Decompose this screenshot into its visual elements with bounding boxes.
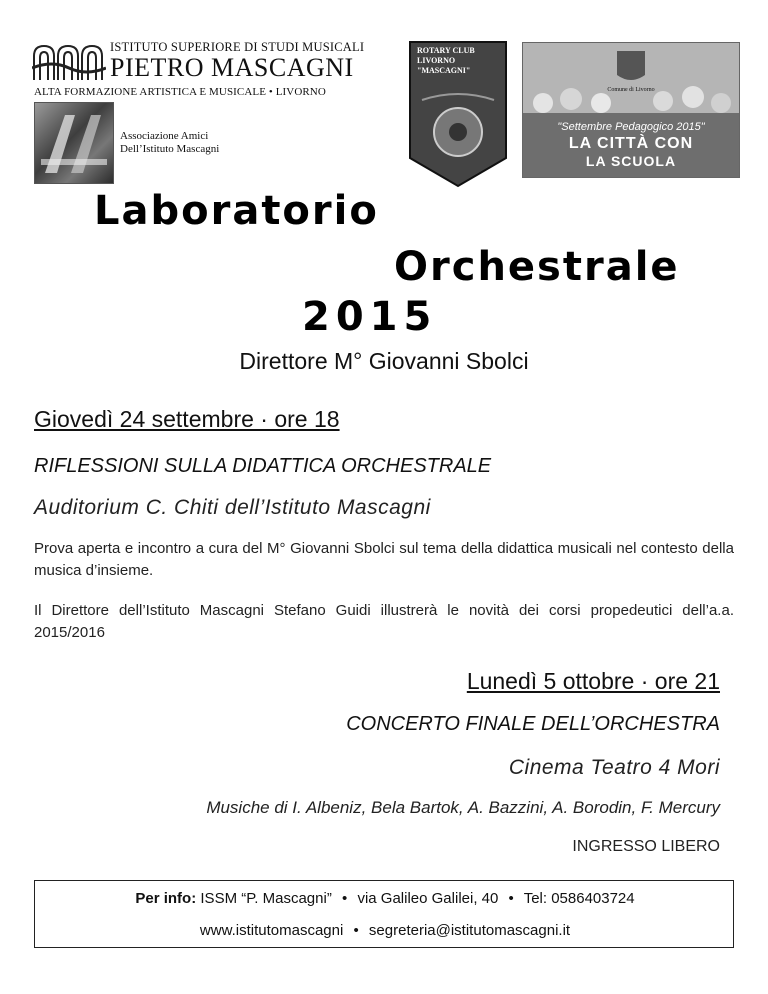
- event2-entry: INGRESSO LIBERO: [572, 838, 720, 855]
- rotary-logo: [408, 40, 508, 188]
- event2-program: Musiche di I. Albeniz, Bela Bartok, A. Bazzini, A. Borodin, F. Mercury: [206, 798, 720, 817]
- info-box: [34, 880, 734, 948]
- mascagni-logo-line2: PIETRO MASCAGNI: [110, 53, 354, 82]
- settembre-line3: LA SCUOLA: [585, 153, 677, 169]
- amici-line1: Associazione Amici: [120, 130, 209, 142]
- event1-description: Prova aperta e incontro a cura del M° Giovanni Sbolci sul tema della didattica musicali nel contesto della musica d’insieme.: [34, 540, 734, 579]
- title-line2: Orchestrale: [394, 244, 680, 290]
- info-label: Per info:: [135, 890, 197, 907]
- info-address: via Galileo Galilei, 40: [357, 890, 499, 907]
- mascagni-wave-icon: [32, 42, 106, 82]
- amici-emblem-icon: [34, 102, 114, 184]
- info-phone: Tel: 0586403724: [523, 890, 635, 907]
- mascagni-logo-line3: ALTA FORMAZIONE ARTISTICA E MUSICALE • LIVORNO: [34, 86, 326, 98]
- bullet-icon: •: [508, 890, 514, 907]
- bullet-icon: •: [353, 922, 359, 939]
- settembre-line2: LA CITTÀ CON: [568, 135, 694, 152]
- info-line2: [35, 922, 735, 939]
- rotary-line2: LIVORNO: [417, 56, 456, 65]
- info-email[interactable]: segreteria@istitutomascagni.it: [368, 922, 571, 939]
- info-line1: [35, 890, 735, 907]
- info-website[interactable]: www.istitutomascagni: [199, 922, 344, 939]
- settembre-line1: "Settembre Pedagogico 2015": [557, 121, 705, 133]
- info-org: ISSM “P. Mascagni”: [200, 890, 332, 907]
- settembre-pedagogico-logo: [522, 42, 740, 178]
- event2-venue: Cinema Teatro 4 Mori: [508, 756, 720, 779]
- event2-date: Lunedì 5 ottobre · ore 21: [466, 668, 720, 694]
- comune-label: Comune di Livorno: [607, 87, 655, 93]
- rotary-line1: ROTARY CLUB: [417, 46, 475, 55]
- event1-date: Giovedì 24 settembre · ore 18: [34, 406, 340, 432]
- amici-logo: [34, 102, 234, 182]
- director-name: Direttore M° Giovanni Sbolci: [239, 348, 529, 374]
- title-line1: Laboratorio: [94, 188, 379, 234]
- event1-note: Il Direttore dell’Istituto Mascagni Stefano Guidi illustrerà le novità dei corsi propedeutici dell’a.a. 2015/2016: [34, 602, 734, 641]
- bullet-icon: •: [342, 890, 348, 907]
- mascagni-logo-line1: ISTITUTO SUPERIORE DI STUDI MUSICALI: [110, 40, 365, 54]
- mascagni-logo: [32, 40, 382, 102]
- rotary-logo-text: [417, 46, 475, 76]
- rotary-line3: "MASCAGNI": [417, 66, 471, 75]
- amici-logo-text: [120, 130, 219, 156]
- amici-line2: Dell’Istituto Mascagni: [120, 143, 220, 155]
- title-line3: 2015: [302, 294, 438, 340]
- event2-title: CONCERTO FINALE DELL’ORCHESTRA: [346, 713, 720, 735]
- event1-venue: Auditorium C. Chiti dell’Istituto Mascagni: [34, 496, 431, 519]
- event1-title: RIFLESSIONI SULLA DIDATTICA ORCHESTRALE: [34, 455, 492, 477]
